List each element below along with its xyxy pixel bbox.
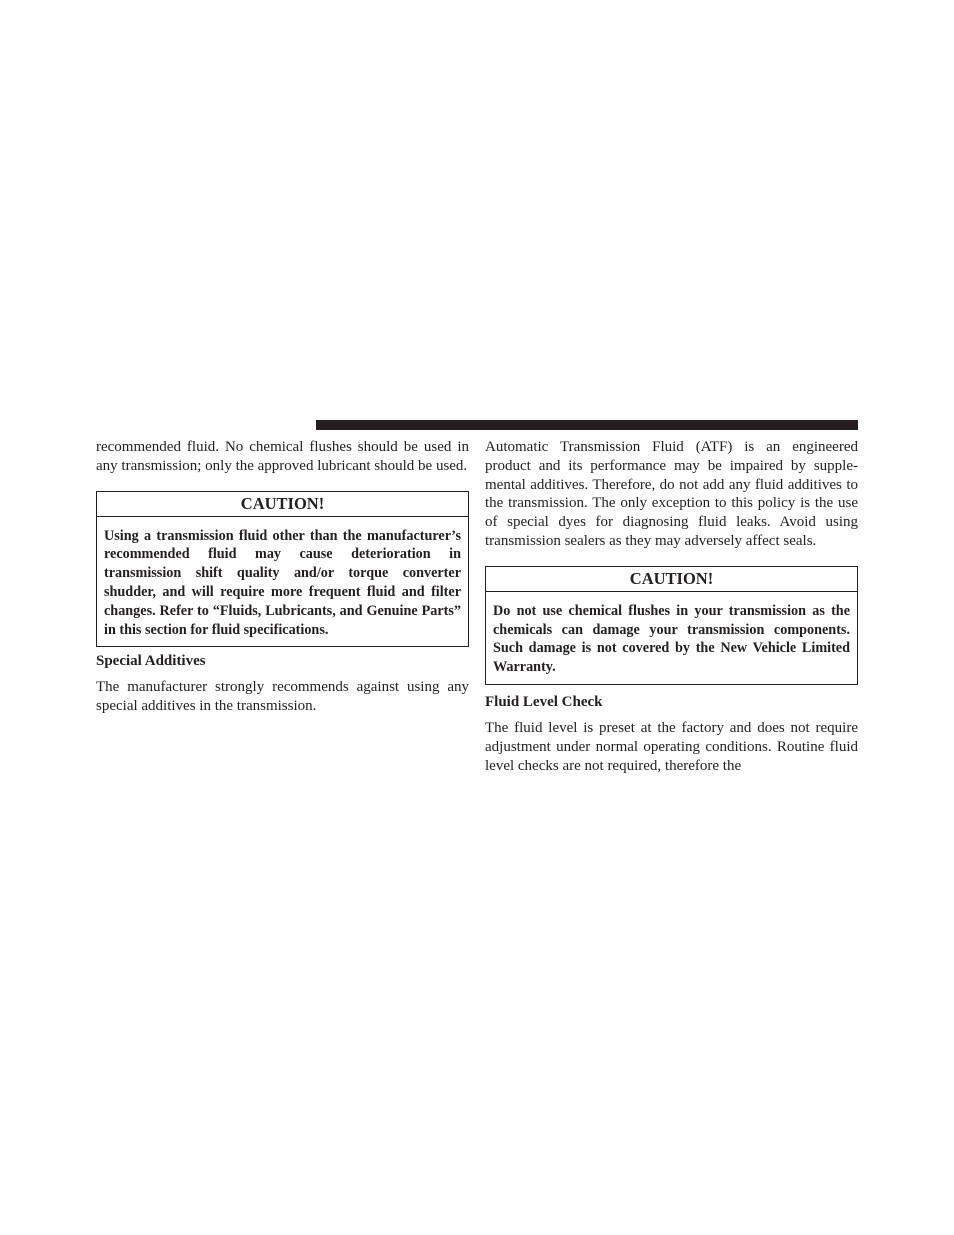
caution-title: CAUTION! — [486, 567, 857, 592]
right-column — [485, 438, 858, 775]
caution-text: Do not use chemical flushes in your transmission as the chemicals can damage your transmission components. Such damage is not covered by the New Vehicle Limited Warranty. — [493, 602, 850, 676]
caution-text: Using a transmission fluid other than the manufacturer’s recommended fluid may cause deterioration in transmission shift quality and/or torque converter shudder, and will require more frequent fluid and filter changes. Refer to “Fluids, Lubricants, and Genuine Parts” in this section for fluid specifications. — [104, 527, 461, 638]
left-intro-paragraph: recommended fluid. No chemical flushes should be used in any transmission; only the approved lubricant should be used. — [96, 439, 469, 474]
caution-title: CAUTION! — [97, 492, 468, 517]
fluid-level-check-paragraph: The fluid level is preset at the factory and does not require adjustment under normal operating conditions. Routine fluid level checks are not required, therefore the — [485, 719, 858, 774]
fluid-level-check-heading: Fluid Level Check — [485, 693, 603, 710]
section-header-bar — [316, 420, 858, 430]
caution-box-right — [485, 566, 858, 685]
special-additives-paragraph: The manufacturer strongly recommends against using any special additives in the transmission. — [96, 679, 469, 715]
right-intro-paragraph: Automatic Transmission Fluid (ATF) is an engineered product and its performance may be impaired by supplemental additives. Therefore, do not add any fluid additives to the transmission. The only exception to this policy is the use of special dyes for diagnosing fluid leaks. Avoid using transmission sealers as they may adversely affect seals. — [485, 439, 858, 549]
special-additives-heading: Special Additives — [96, 653, 206, 670]
left-column — [96, 438, 469, 716]
caution-box-left — [96, 491, 469, 648]
